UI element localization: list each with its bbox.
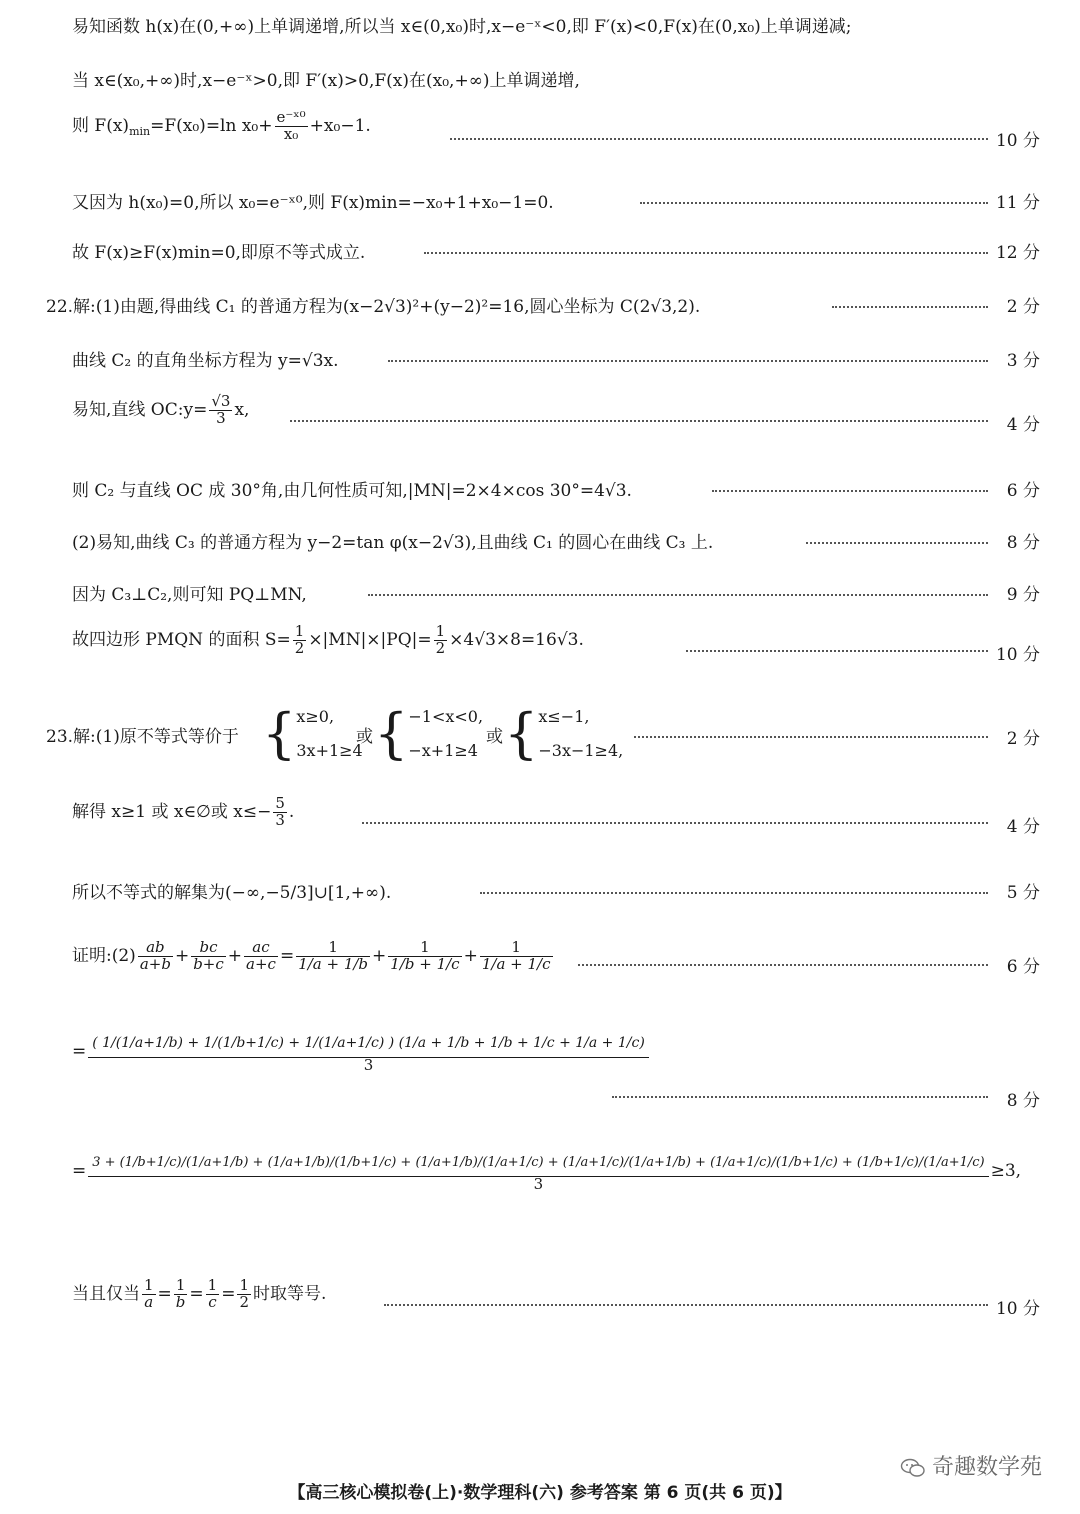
score-label: 4 分 [1006, 817, 1040, 837]
score-label: 3 分 [1006, 351, 1040, 371]
text-line [0, 940, 1080, 1010]
dot-leader [384, 1304, 988, 1306]
denominator: x₀ [283, 124, 299, 143]
numerator: 3 + (1/b+1/c)/(1/a+1/b) + (1/a+1/b)/(1/b+1/c) + (1/a+1/b)/(1/a+1/c) + (1/a+1/c)/(1/a+1/b) + (1/a+1/c)/(1/b+1/c) + (1/b+1/c)/(1/a+1/c) [88, 1150, 988, 1177]
numerator: e⁻ˣ⁰ [276, 108, 306, 126]
dot-leader [578, 964, 988, 966]
score-label: 12 分 [995, 243, 1040, 263]
paragraph-text: 则 C₂ 与直线 OC 成 30°角,由几何性质可知,|MN|=2×4×cos 30°=4√3. [72, 481, 632, 501]
text-line [0, 466, 1080, 510]
paragraph-text: 22.解:(1)由题,得曲线 C₁ 的普通方程为(x−2√3)²+(y−2)²=16,圆心坐标为 C(2√3,2). [46, 297, 701, 317]
formula-text: ×|MN|×|PQ|= [308, 629, 432, 650]
numerator: 1 [388, 940, 461, 957]
formula-text: ∪[1,+∞). [313, 883, 392, 903]
system-row: 3x+1≥4 [296, 741, 363, 760]
text-line [0, 570, 1080, 614]
equals-sign: = [72, 1161, 87, 1182]
denominator: a+b [139, 954, 171, 973]
brace: { [504, 702, 539, 765]
paragraph-text: 又因为 h(x₀)=0,所以 x₀=e⁻ˣ⁰,则 F(x)min=−x₀+1+x₀−1=0. [72, 193, 554, 213]
numerator: 1 [480, 940, 553, 957]
dot-leader [832, 306, 988, 308]
inequality-system [262, 700, 363, 768]
denominator: b+c [193, 954, 224, 973]
numerator: ab [138, 940, 173, 957]
formula-text: 23.解:(1)原不等式等价于 [46, 727, 239, 747]
fraction [273, 796, 287, 829]
formula-text: 易知,直线 OC:y= [72, 399, 208, 420]
system-lines [296, 700, 362, 768]
denominator: 2 [294, 638, 305, 657]
big-fraction [88, 1030, 649, 1073]
score-label: 2 分 [1006, 729, 1040, 749]
equals-sign: = [72, 1041, 87, 1062]
dot-leader [612, 1096, 988, 1098]
system-lines [408, 700, 483, 768]
system-row: x≤−1, [538, 707, 590, 726]
formula-text: 所以不等式的解集为 [72, 883, 225, 903]
score-label: 10 分 [995, 645, 1040, 665]
formula-text: . [288, 801, 295, 822]
numerator: 1 [207, 1276, 218, 1294]
formula-line [72, 394, 249, 427]
score-label: 8 分 [1006, 1091, 1040, 1111]
denominator: 3 [533, 1174, 544, 1193]
text-line [0, 518, 1080, 562]
fraction [142, 1278, 156, 1311]
system-lines [538, 700, 623, 768]
formula-text: 故四边形 PMQN 的面积 S= [72, 629, 291, 650]
text-line [0, 228, 1080, 272]
formula-line [72, 796, 294, 829]
interval-text: (−∞,−5/3] [225, 883, 314, 903]
dot-leader [290, 420, 988, 422]
fraction [480, 940, 553, 973]
text-line [0, 868, 1080, 912]
text-line [0, 1030, 1080, 1120]
paragraph-text: (2)易知,曲线 C₃ 的普通方程为 y−2=tan φ(x−2√3),且曲线 C₁ 的圆心在曲线 C₃ 上. [72, 533, 714, 553]
fraction [174, 1278, 188, 1311]
denominator: a+c [246, 954, 276, 973]
dot-leader [480, 892, 988, 894]
fraction [138, 940, 173, 973]
denominator: 1/b + 1/c [390, 954, 460, 973]
fraction [275, 110, 308, 143]
system-row: x≥0, [296, 707, 335, 726]
text-line [0, 336, 1080, 380]
formula-text: 时取等号. [253, 1283, 327, 1304]
text-line [0, 794, 1080, 842]
score-label: 11 分 [995, 193, 1040, 213]
text-line [0, 1276, 1080, 1324]
numerator: 1 [174, 1278, 188, 1295]
dot-leader [686, 650, 988, 652]
formula-text: 则 F(x) [72, 115, 130, 136]
fraction [388, 940, 461, 973]
inequality-system [504, 700, 623, 768]
text-line [0, 700, 1080, 780]
text-line [0, 12, 1080, 56]
page-footer: 【高三核心模拟卷(上)·数学理科(六) 参考答案 第 6 页(共 6 页)】 [288, 1483, 792, 1503]
text-line [0, 178, 1080, 222]
paragraph-text: 曲线 C₂ 的直角坐标方程为 y=√3x. [72, 351, 339, 371]
fraction [244, 940, 278, 973]
formula-text: ×4√3×8=16√3. [449, 629, 584, 650]
formula-text: +x₀−1. [309, 115, 371, 136]
formula-text: 解得 x≥1 或 x∈∅或 x≤− [72, 801, 272, 822]
formula-text: ≥3, [990, 1161, 1022, 1182]
text-line [0, 622, 1080, 670]
score-label: 4 分 [1006, 415, 1040, 435]
system-row: −x+1≥4 [408, 741, 478, 760]
formula-line [72, 878, 391, 903]
dot-leader [388, 360, 988, 362]
fraction [237, 1278, 251, 1311]
numerator: 1 [294, 622, 305, 640]
score-label: 6 分 [1006, 481, 1040, 501]
formula-line: 当且仅当 $\frac{1}{a}$ = $\frac{1}{b}$ = $\frac{1}{c}$ = $\frac{1}{2}$ 时取等号. [72, 1276, 327, 1311]
watermark-text: 奇趣数学苑 [931, 1455, 1042, 1480]
score-label: 2 分 [1006, 297, 1040, 317]
score-label: 10 分 [995, 1299, 1040, 1319]
fraction [209, 394, 232, 427]
denominator: 1/a + 1/c [481, 954, 551, 973]
wechat-icon [900, 1458, 926, 1478]
dot-leader [634, 736, 988, 738]
denominator: 2 [435, 638, 446, 657]
numerator: 1 [144, 1276, 154, 1294]
paragraph-text: 当 x∈(x₀,+∞)时,x−e⁻ˣ>0,即 F′(x)>0,F(x)在(x₀,+∞)上单调递增, [72, 71, 580, 91]
numerator: ac [244, 940, 278, 957]
formula-line [72, 110, 371, 143]
numerator: bc [191, 940, 226, 957]
formula-line: 证明:(2) $\frac{ab}{a+b}$ + $\frac{bc}{b+c}$ + $\frac{ac}{a+c}$ = $\frac{1}{1/a + 1/b}$ + $\frac{1}{1/b + 1/c}$ + $\frac{1}{1/a + 1/c}$ [72, 938, 551, 973]
denominator: 1/a + 1/b [298, 954, 369, 973]
fraction [434, 624, 448, 657]
denominator: 3 [275, 810, 285, 829]
system-row: −3x−1≥4, [538, 741, 624, 760]
score-label: 8 分 [1006, 533, 1040, 553]
numerator: 5 [275, 794, 285, 812]
formula-text: =F(x₀)=ln x₀+ [150, 115, 273, 136]
text-line [0, 392, 1080, 440]
system-row: −1<x<0, [408, 707, 484, 726]
numerator: ( 1/(1/a+1/b) + 1/(1/b+1/c) + 1/(1/a+1/c) ) (1/a + 1/b + 1/b + 1/c + 1/a + 1/c) [88, 1030, 649, 1058]
denominator: b [175, 1292, 186, 1311]
inequality-system [374, 700, 483, 768]
big-fraction [88, 1150, 988, 1192]
dot-leader [362, 822, 988, 824]
formula-text: 证明:(2) [72, 945, 136, 966]
denominator: 3 [216, 408, 226, 427]
paragraph-text: 故 F(x)≥F(x)min=0,即原不等式成立. [72, 243, 366, 263]
dot-leader [424, 252, 988, 254]
formula-text: 当且仅当 [72, 1283, 140, 1304]
denominator: 3 [363, 1055, 374, 1074]
formula-line [72, 624, 584, 657]
numerator: √3 [211, 392, 231, 410]
score-label: 6 分 [1006, 957, 1040, 977]
dot-leader [640, 202, 988, 204]
text-line [0, 66, 1080, 110]
text-line [0, 282, 1080, 326]
dot-leader [368, 594, 988, 596]
score-label: 10 分 [995, 131, 1040, 151]
dot-leader [806, 542, 988, 544]
or-text: 或 [486, 727, 503, 747]
paragraph-text: 因为 C₃⊥C₂,则可知 PQ⊥MN, [72, 585, 307, 605]
formula-text: x, [234, 399, 250, 420]
subscript: min [129, 125, 151, 139]
brace: { [374, 702, 409, 765]
denominator: 2 [239, 1292, 249, 1311]
fraction [293, 624, 307, 657]
fraction [296, 940, 370, 973]
formula-line [72, 1030, 651, 1073]
fraction [206, 1278, 220, 1311]
formula-line [72, 1150, 1021, 1192]
denominator: a [144, 1292, 154, 1311]
watermark [900, 1450, 1042, 1481]
dot-leader [712, 490, 988, 492]
text-line [0, 1150, 1080, 1250]
score-label: 5 分 [1006, 883, 1040, 903]
numerator: 1 [239, 1276, 249, 1294]
dot-leader [450, 138, 988, 140]
numerator: 1 [435, 622, 446, 640]
paragraph-text: 易知函数 h(x)在(0,+∞)上单调递增,所以当 x∈(0,x₀)时,x−e⁻ˣ<0,即 F′(x)<0,F(x)在(0,x₀)上单调递减; [72, 17, 852, 37]
or-text: 或 [356, 727, 373, 747]
fraction [191, 940, 226, 973]
score-label: 9 分 [1006, 585, 1040, 605]
numerator: 1 [296, 940, 370, 957]
brace: { [262, 702, 297, 765]
text-line [0, 108, 1080, 158]
denominator: c [208, 1292, 217, 1311]
